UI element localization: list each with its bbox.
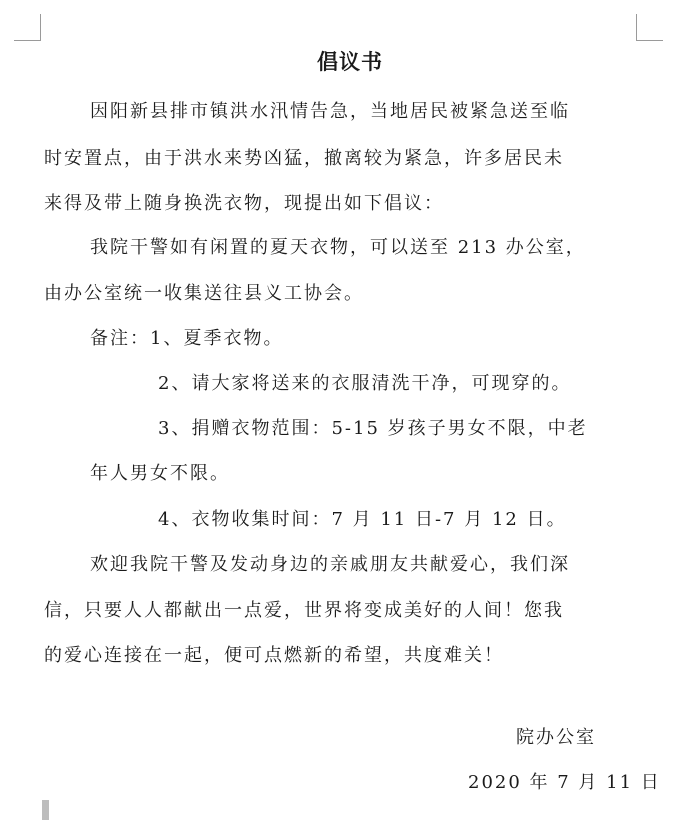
note-item-2: 2、请大家将送来的衣服清洗干净，可现穿的。 [158,373,572,394]
paragraph1-line1: 因阳新县排市镇洪水汛情告急，当地居民被紧急送至临 [90,101,570,122]
note-item-3-line1: 3、捐赠衣物范围：5-15 岁孩子男女不限，中老 [158,418,588,439]
note-item-4: 4、衣物收集时间：7 月 11 日-7 月 12 日。 [158,509,567,530]
paragraph2-line2: 由办公室统一收集送往县义工协会。 [44,283,364,304]
corner-crop-mark-top-left [14,14,41,41]
signature-org: 院办公室 [516,727,596,748]
paragraph1-line2: 时安置点，由于洪水来势凶猛，撤离较为紧急，许多居民未 [44,148,564,169]
note-item-3-line2: 年人男女不限。 [90,463,230,484]
paragraph1-line3: 来得及带上随身换洗衣物，现提出如下倡议： [44,193,444,214]
paragraph3-line3: 的爱心连接在一起，便可点燃新的希望，共度难关！ [44,645,504,666]
corner-crop-mark-top-right [636,14,663,41]
note-item-1: 备注：1、夏季衣物。 [90,328,284,349]
paragraph2-line1: 我院干警如有闲置的夏天衣物，可以送至 213 办公室， [90,237,586,258]
paragraph3-line2: 信，只要人人都献出一点爱，世界将变成美好的人间！您我 [44,600,564,621]
signature-date: 2020 年 7 月 11 日 [468,772,661,793]
paragraph3-line1: 欢迎我院干警及发动身边的亲戚朋友共献爱心，我们深 [90,554,570,575]
text-cursor-marker [42,800,49,820]
document-title: 倡议书 [317,49,383,74]
